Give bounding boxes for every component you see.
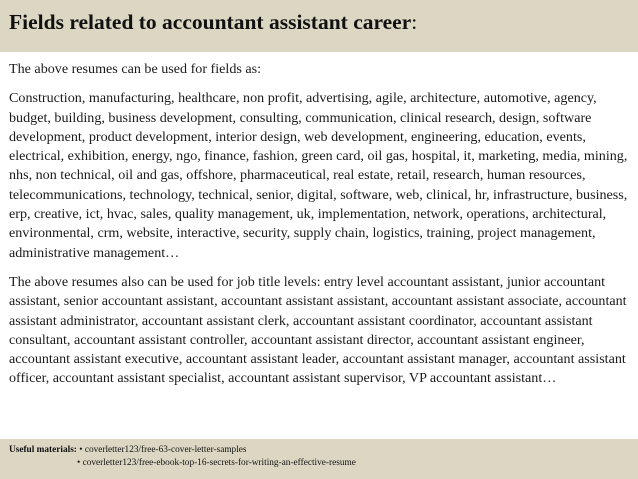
fields-list-text: Construction, manufacturing, healthcare, non profit, advertising, agile, architecture, automotive, agency, budget, building, business development, consulting, communication, clinical research, design, software development, product development, interior design, web development, engineering, education, events, electrical, exhibition, energy, ngo, finance, fashion, green card, oil gas, hospital, it, marketing, media, mining, nhs, non technical, oil and gas, offshore, pharmaceutical, real estate, retail, research, human resources, telecommunications, technology, technical, senior, digital, software, web, clinical, hr, infrastructure, business, erp, creative, ict, hvac, sales, quality management, uk, implementation, network, operations, architectural, environmental, crm, website, interactive, security, supply chain, logistics, training, project management, administrative management… <box>9 90 628 261</box>
intro-text: The above resumes can be used for fields as: <box>9 61 262 77</box>
footer-label: Useful materials: <box>9 445 77 455</box>
footer-row-2 <box>9 457 638 470</box>
footer <box>0 439 638 479</box>
footer-link-cover-letter-samples[interactable]: • coverletter123/free-63-cover-letter-samples <box>79 445 247 455</box>
title-bar <box>0 0 638 52</box>
job-levels-text: The above resumes also can be used for job title levels: entry level accountant assistant, junior accountant assistant, senior accountant assistant, accountant assistant assistant, accountant assistant associate, accountant assistant administrator, accountant assistant clerk, accountant assistant coordinator, accountant assistant consultant, accountant assistant controller, accountant assistant director, accountant assistant engineer, accountant assistant executive, accountant assistant leader, accountant assistant manager, accountant assistant officer, accountant assistant specialist, accountant assistant supervisor, VP accountant assistant… <box>9 273 627 387</box>
page-title: Fields related to accountant assistant career <box>9 10 412 34</box>
footer-row-1 <box>9 444 638 457</box>
footer-link-ebook[interactable]: • coverletter123/free-ebook-top-16-secrets-for-writing-an-effective-resume <box>77 457 356 468</box>
title-colon: : <box>411 10 418 34</box>
main-content <box>9 60 631 389</box>
